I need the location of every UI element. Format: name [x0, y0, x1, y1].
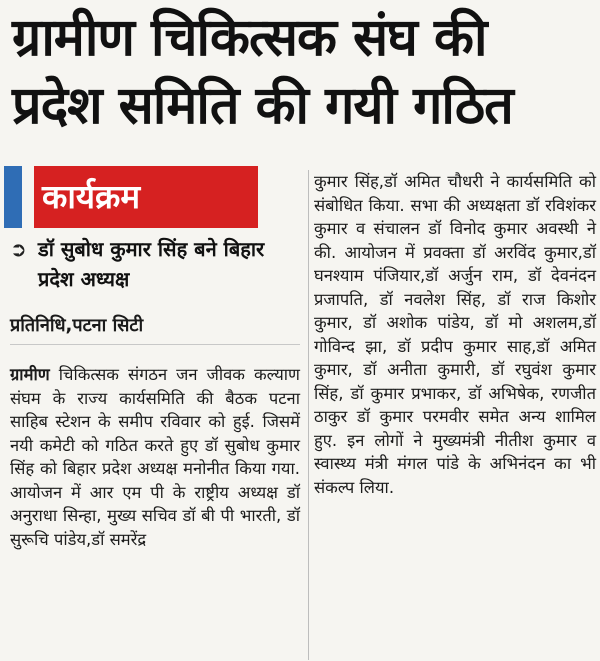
subheadline-block [4, 234, 306, 294]
article-lead-word: ग्रामीण [10, 365, 50, 384]
left-column [4, 166, 306, 551]
subheadline: डॉ सुबोध कुमार सिंह बने बिहार प्रदेश अध्यक्ष [38, 237, 265, 291]
headline: ग्रामीण चिकित्सक संघ की प्रदेश समिति की गयी गठित [12, 8, 513, 136]
right-column [314, 170, 596, 499]
section-tag-blue-bar [4, 166, 22, 228]
column-divider [308, 170, 309, 660]
article-body-right: कुमार सिंह,डॉ अमित चौधरी ने कार्यसमिति को संबोधित किया. सभा की अध्यक्षता डॉ रविशंकर कुमार व संचालन डॉ विनोद कुमार अवस्थी ने की. आयोजन में प्रवक्ता डॉ अरविंद कुमार,डॉ घनश्याम पंजियार,डॉ अर्जुन राम, डॉ देवनंदन प्रजापति, डॉ नवलेश सिंह, डॉ राज किशोर कुमार, डॉ अशोक पांडेय, डॉ मो अशलम,डॉ गोविन्द झा, डॉ प्रदीप कुमार साह,डॉ अमित कुमार, डॉ अनीता कुमारी, डॉ रघुवंश कुमार सिंह, डॉ कुमार प्रभाकर, डॉ अभिषेक, रणजीत ठाकुर डॉ कुमार परमवीर समेत अन्य शामिल हुए. इन लोगों ने मुख्यमंत्री नीतीश कुमार व स्वास्थ्य मंत्री मंगल पांडे के अभिनंदन का भी संकल्प लिया. [314, 172, 596, 497]
section-tag-row [4, 166, 306, 228]
article-body-left [4, 363, 306, 551]
byline: प्रतिनिधि,पटना सिटी [10, 314, 300, 345]
section-tag: कार्यक्रम [30, 166, 258, 228]
article-left-text: चिकित्सक संगठन जन जीवक कल्याण संघम के राज्य कार्यसमिति की बैठक पटना साहिब स्टेशन के समीप रविवार को हुई. जिसमें नयी कमेटी को गठित करते हुए डॉ सुबोध कुमार सिंह को बिहार प्रदेश अध्यक्ष मनोनीत किया गया. आयोजन में आर एम पी के राष्ट्रीय अध्यक्ष डॉ अनुराधा सिन्हा, मुख्य सचिव डॉ बी पी भारती, डॉ सुरूचि पांडेय,डॉ समरेंद्र [10, 365, 300, 549]
arrow-circle-icon: ➲ [10, 237, 27, 261]
